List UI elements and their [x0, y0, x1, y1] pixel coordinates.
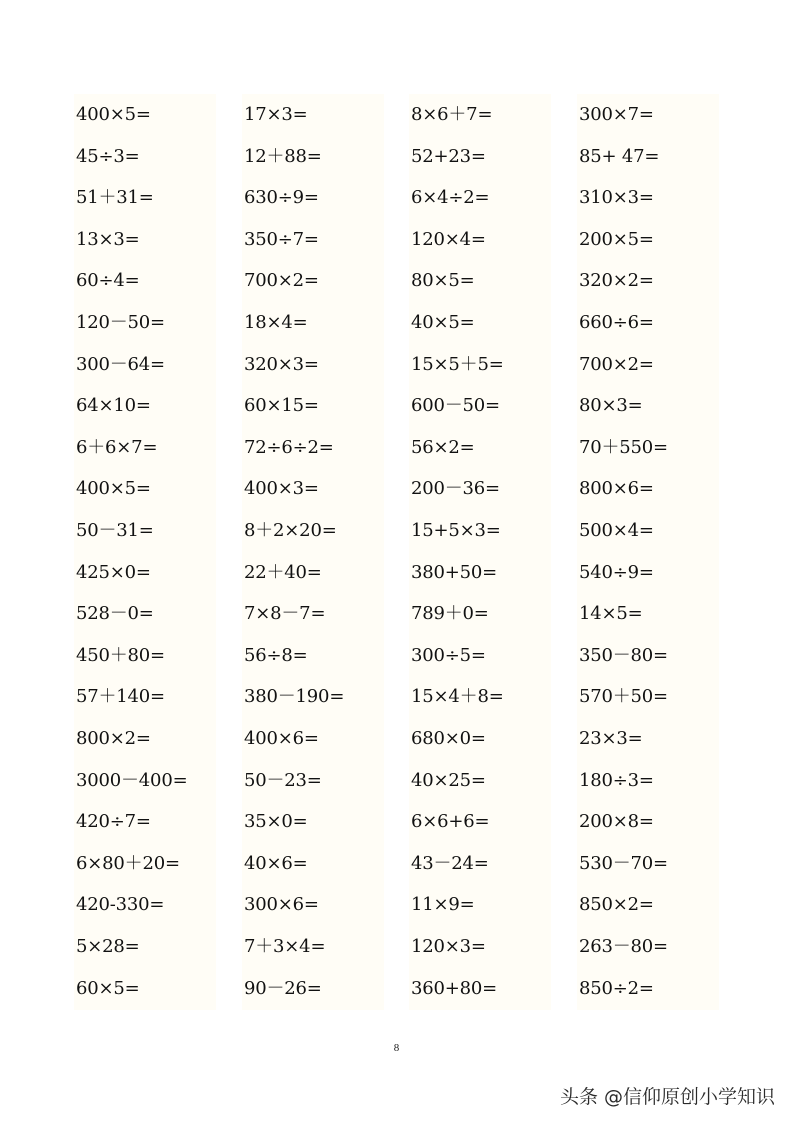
- watermark: 头条 @信仰原创小学知识: [559, 1086, 775, 1108]
- math-problem: 540÷9=: [579, 561, 654, 583]
- math-problem: 23×3=: [579, 728, 643, 749]
- math-problem: 50－31=: [76, 520, 154, 541]
- math-problem: 120×4=: [411, 228, 486, 250]
- math-problem: 500×4=: [579, 520, 654, 541]
- math-problem: 8×6＋7=: [411, 104, 493, 125]
- math-problem: 180÷3=: [579, 769, 654, 791]
- math-problem: 200－36=: [411, 478, 500, 500]
- math-problem: 72÷6÷2=: [244, 436, 334, 458]
- math-problem: 40×5=: [411, 312, 475, 333]
- math-problem: 300－64=: [76, 353, 165, 375]
- math-problem: 700×2=: [579, 353, 654, 375]
- problem-column-4: [577, 94, 719, 1010]
- math-problem: 40×25=: [411, 769, 486, 791]
- math-problem: 70＋550=: [579, 436, 668, 458]
- math-problem: 50－23=: [244, 769, 322, 791]
- math-problem: 300×6=: [244, 894, 319, 916]
- math-problem: 350÷7=: [244, 228, 319, 250]
- math-problem: 64×10=: [76, 395, 151, 417]
- math-problem: 12＋88=: [244, 145, 322, 167]
- math-problem: 7×8－7=: [244, 603, 326, 625]
- math-problem: 15+5×3=: [411, 520, 501, 541]
- math-problem: 420-330=: [76, 894, 165, 916]
- math-problem: 22＋40=: [244, 561, 322, 583]
- problem-column-3: [409, 94, 551, 1010]
- math-problem: 320×2=: [579, 270, 654, 292]
- math-problem: 630÷9=: [244, 187, 319, 209]
- math-problem: 57＋140=: [76, 686, 165, 708]
- math-problem: 14×5=: [579, 603, 643, 625]
- math-problem: 400×3=: [244, 478, 319, 500]
- math-problem: 350－80=: [579, 644, 668, 666]
- math-problem: 15×5＋5=: [411, 353, 504, 375]
- math-problem: 40×6=: [244, 852, 308, 874]
- math-problem: 43－24=: [411, 852, 489, 874]
- math-problem: 300×7=: [579, 104, 654, 125]
- math-problem: 450＋80=: [76, 644, 165, 666]
- math-problem: 850÷2=: [579, 977, 654, 999]
- math-problem: 80×5=: [411, 270, 475, 292]
- math-problem: 400×6=: [244, 728, 319, 749]
- math-problem: 85+ 47=: [579, 145, 660, 167]
- math-problem: 13×3=: [76, 228, 140, 250]
- math-problem: 15×4＋8=: [411, 686, 504, 708]
- math-problem: 60×5=: [76, 977, 140, 999]
- math-problem: 90－26=: [244, 977, 322, 999]
- math-problem: 120－50=: [76, 312, 165, 333]
- math-problem: 660÷6=: [579, 312, 654, 333]
- math-problem: 300÷5=: [411, 644, 486, 666]
- math-problem: 320×3=: [244, 353, 319, 375]
- math-problem: 360+80=: [411, 977, 498, 999]
- math-problem: 310×3=: [579, 187, 654, 209]
- math-problem: 35×0=: [244, 811, 308, 833]
- math-problem: 6×80＋20=: [76, 852, 180, 874]
- math-problem: 56÷8=: [244, 644, 308, 666]
- math-problem: 5×28=: [76, 936, 140, 957]
- math-problem: 18×4=: [244, 312, 308, 333]
- math-problem: 6×4÷2=: [411, 187, 490, 209]
- math-problem: 263－80=: [579, 936, 668, 957]
- math-problem: 200×5=: [579, 228, 654, 250]
- math-problem: 45÷3=: [76, 145, 140, 167]
- problem-column-2: [242, 94, 384, 1010]
- page-number: 8: [393, 1042, 400, 1054]
- math-problem: 80×3=: [579, 395, 643, 417]
- math-problem: 380－190=: [244, 686, 345, 708]
- math-problem: 800×2=: [76, 728, 151, 749]
- math-problem: 11×9=: [411, 894, 475, 916]
- math-problem: 680×0=: [411, 728, 486, 749]
- math-problem: 528－0=: [76, 603, 154, 625]
- problem-column-1: [74, 94, 216, 1010]
- math-problem: 420÷7=: [76, 811, 151, 833]
- math-problem: 530－70=: [579, 852, 668, 874]
- math-problem: 789＋0=: [411, 603, 489, 625]
- math-problem: 200×8=: [579, 811, 654, 833]
- math-problem: 52+23=: [411, 145, 486, 167]
- math-problem: 17×3=: [244, 104, 308, 125]
- math-problem: 6＋6×7=: [76, 436, 158, 458]
- math-problem: 800×6=: [579, 478, 654, 500]
- math-problem: 51＋31=: [76, 187, 154, 209]
- math-problem: 700×2=: [244, 270, 319, 292]
- math-problem: 6×6+6=: [411, 811, 490, 833]
- math-problem: 7＋3×4=: [244, 936, 326, 957]
- math-problem: 850×2=: [579, 894, 654, 916]
- math-problem: 120×3=: [411, 936, 486, 957]
- math-problem: 3000－400=: [76, 769, 188, 791]
- math-problem: 60×15=: [244, 395, 319, 417]
- math-problem: 56×2=: [411, 436, 475, 458]
- math-problem: 425×0=: [76, 561, 151, 583]
- math-problem: 380+50=: [411, 561, 498, 583]
- math-problem: 600－50=: [411, 395, 500, 417]
- math-problem: 8＋2×20=: [244, 520, 337, 541]
- math-problem: 400×5=: [76, 478, 151, 500]
- math-problem: 570＋50=: [579, 686, 668, 708]
- math-problem: 60÷4=: [76, 270, 140, 292]
- math-problem: 400×5=: [76, 104, 151, 125]
